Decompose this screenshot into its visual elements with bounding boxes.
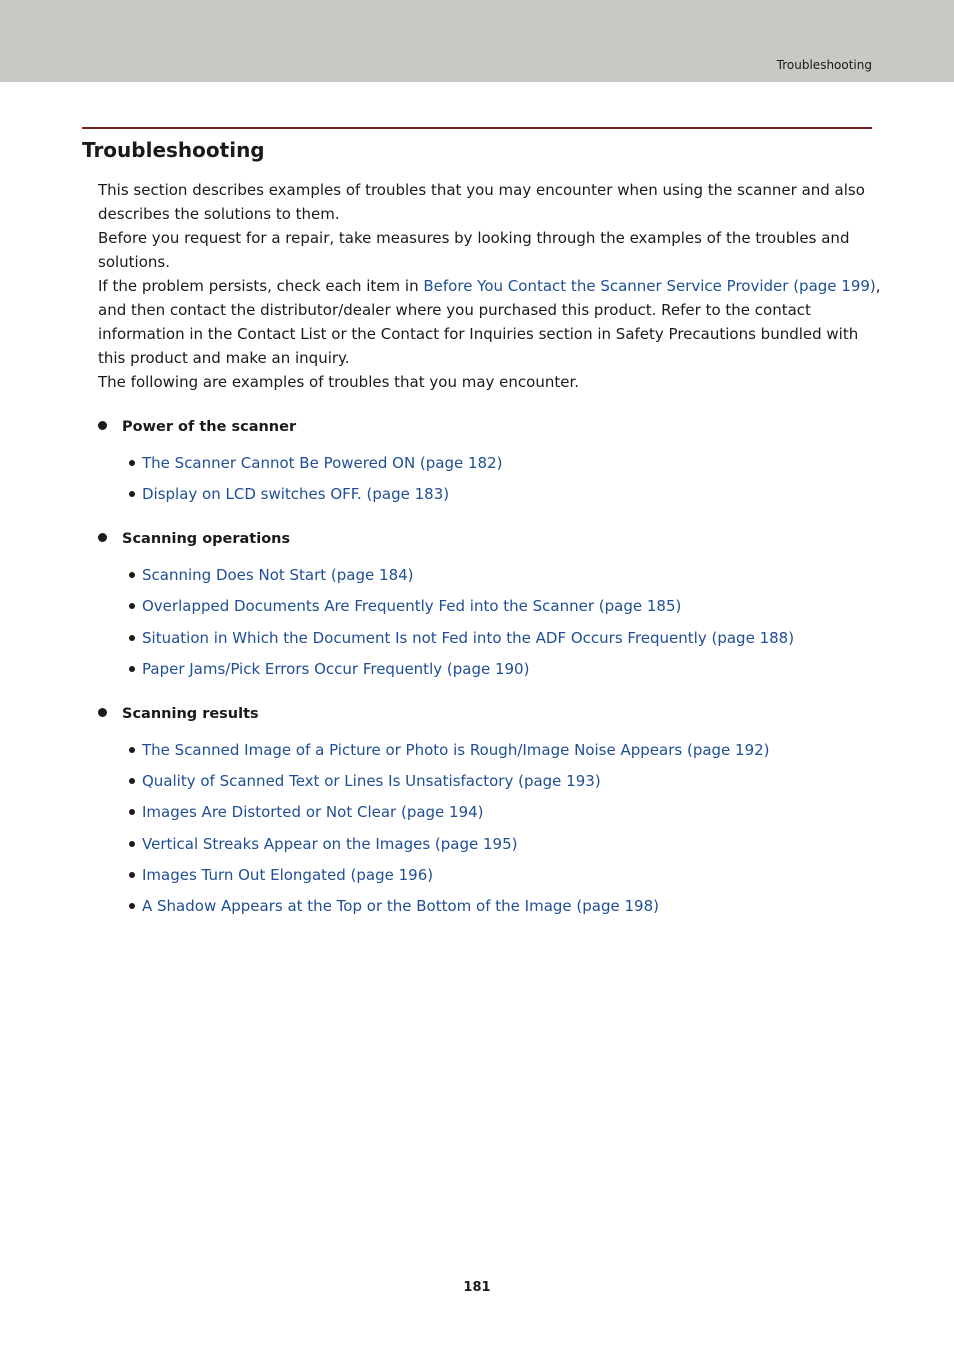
- list-item: [129, 595, 681, 617]
- intro-paragraph: Before you request for a repair, take measures by looking through the examples of the troubles and solutions.: [98, 229, 850, 271]
- bullet-icon: [129, 809, 135, 815]
- list-item: [129, 895, 659, 917]
- topic-link[interactable]: The Scanned Image of a Picture or Photo is Rough/Image Noise Appears (page 192): [142, 741, 770, 759]
- bullet-icon: [129, 841, 135, 847]
- bullet-icon: [129, 872, 135, 878]
- topic-link[interactable]: A Shadow Appears at the Top or the Bottom of the Image (page 198): [142, 897, 659, 915]
- bullet-icon: [129, 635, 135, 641]
- section-heading-label: Power of the scanner: [122, 419, 297, 435]
- list-item: [129, 658, 529, 680]
- bullet-icon: [129, 903, 135, 909]
- bullet-icon: [129, 491, 135, 497]
- topic-link[interactable]: Overlapped Documents Are Frequently Fed into the Scanner (page 185): [142, 597, 682, 615]
- topic-link[interactable]: Paper Jams/Pick Errors Occur Frequently (page 190): [142, 660, 530, 678]
- section-heading-power: [98, 417, 296, 437]
- list-item: [129, 627, 794, 649]
- topic-link[interactable]: Quality of Scanned Text or Lines Is Unsatisfactory (page 193): [142, 772, 601, 790]
- intro-paragraph: [98, 274, 888, 370]
- list-item: [129, 833, 517, 855]
- topic-link[interactable]: Vertical Streaks Appear on the Images (page 195): [142, 835, 518, 853]
- topic-link[interactable]: Display on LCD switches OFF. (page 183): [142, 485, 450, 503]
- bullet-icon: [129, 778, 135, 784]
- topic-link[interactable]: Situation in Which the Document Is not Fed into the ADF Occurs Frequently (page 188): [142, 629, 795, 647]
- list-item: [129, 864, 433, 886]
- topic-link[interactable]: Images Turn Out Elongated (page 196): [142, 866, 434, 884]
- running-header: Troubleshooting: [776, 58, 872, 72]
- intro-text: [98, 178, 888, 394]
- section-heading-scanning-results: [98, 704, 259, 724]
- section-heading-scanning-operations: [98, 529, 290, 549]
- bullet-icon: [129, 572, 135, 578]
- intro-text-after-link: , and then contact the distributor/dealer where you purchased this product. Refer to the contact information in the Contact List or the Contact for Inquiries section in Safety Precautions bundled with this product and make an inquiry.: [98, 277, 881, 367]
- bullet-icon: [129, 460, 135, 466]
- topic-link[interactable]: Images Are Distorted or Not Clear (page 194): [142, 803, 484, 821]
- bullet-icon: [98, 533, 107, 542]
- topic-link[interactable]: Scanning Does Not Start (page 184): [142, 566, 414, 584]
- link-before-you-contact[interactable]: Before You Contact the Scanner Service Provider (page 199): [423, 277, 876, 295]
- page-title: Troubleshooting: [82, 138, 265, 162]
- intro-text-before-link: If the problem persists, check each item in: [98, 277, 424, 295]
- list-item: [129, 770, 601, 792]
- list-item: [129, 564, 414, 586]
- bullet-icon: [129, 666, 135, 672]
- list-item: [129, 483, 449, 505]
- list-item: [129, 739, 770, 761]
- intro-paragraph: The following are examples of troubles that you may encounter.: [98, 373, 580, 391]
- bullet-icon: [98, 708, 107, 717]
- section-heading-label: Scanning results: [122, 706, 259, 722]
- bullet-icon: [98, 421, 107, 430]
- topic-link[interactable]: The Scanner Cannot Be Powered ON (page 182): [142, 454, 503, 472]
- intro-paragraph: This section describes examples of troubles that you may encounter when using the scanner and also describes the solutions to them.: [98, 181, 865, 223]
- list-item: [129, 452, 503, 474]
- bullet-icon: [129, 603, 135, 609]
- list-item: [129, 801, 484, 823]
- title-rule: [82, 127, 872, 129]
- section-heading-label: Scanning operations: [122, 531, 291, 547]
- page-number: 181: [463, 1280, 491, 1295]
- bullet-icon: [129, 747, 135, 753]
